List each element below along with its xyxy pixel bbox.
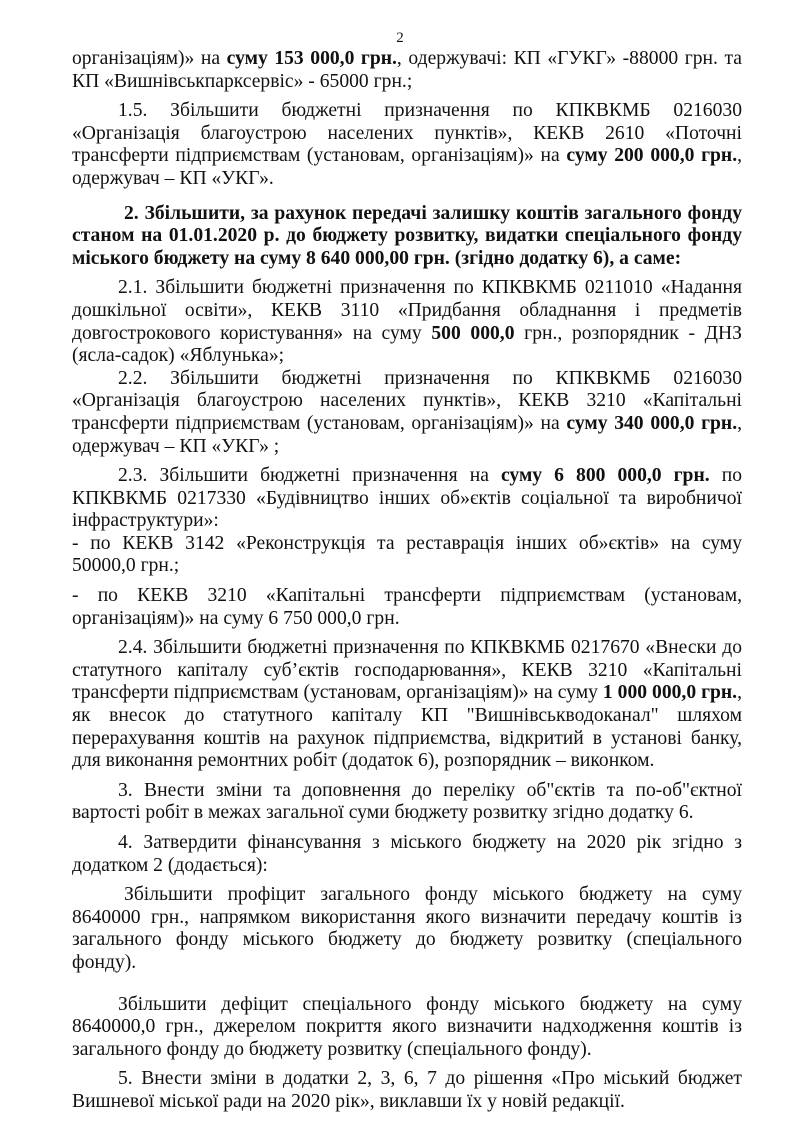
paragraph-4-deficit: Збільшити дефіцит спеціального фонду міського бюджету на суму 8640000,0 грн., джерелом покриття якого визначити надходження коштів із загального фонду до бюджету розвитку (спеціального фонду). [72,993,742,1060]
amount-bold: 500 000,0 [431,322,515,344]
paragraph-2-1 [72,277,742,367]
list-item-kekv-3210: - по КЕКВ 3210 «Капітальні трансферти підприємствам (установам, організаціям)» на суму 6 750 000,0 грн. [72,585,742,629]
text-run: 2.1. Збільшити бюджетні призначення по КПКВКМБ 0211010 «Надання дошкільної освіти», КЕКВ 3110 «Придбання обладнання і предметів довгострокового користування» на суму [72,277,742,344]
paragraph-2-heading [72,203,742,271]
amount-bold: суму 153 000,0 грн. [226,48,397,69]
text-run: 2.3. Збільшити бюджетні призначення на [118,465,501,487]
list-item-kekv-3142: - по КЕКВ 3142 «Реконструкція та реставрація інших об»єктів» на суму 50000,0 грн.; [72,532,742,577]
amount-bold: суму 6 800 000,0 грн. [500,465,710,487]
paragraph-4: 4. Затвердити фінансування з міського бюджету на 2020 рік згідно з додатком 2 (додається): [72,832,742,876]
amount-bold: суму 200 000,0 грн. [566,145,738,167]
text-run: , як внесок до статутного капіталу КП "Вишнівськводоканал" шляхом перерахування коштів на рахунок підприємства, відкритий в установі банку, для виконання ремонтних робіт (додаток 6), розпорядник – виконком. [72,682,742,772]
paragraph-1-5 [72,100,742,190]
text-run: 2.4. Збільшити бюджетні призначення по КПКВКМБ 0217670 «Внески до статутного капіталу суб’єктів господарювання», КЕКВ 3210 «Капітальні трансферти підприємствам (установам, організаціям)» на суму [72,637,742,704]
paragraph-2-2 [72,368,742,458]
text-run: 1.5. Збільшити бюджетні призначення по КПКВКМБ 0216030 «Організація благоустрою населених пунктів», КЕКВ 2610 «Поточні трансферти підприємствам (установам, організаціям)» на [72,100,742,167]
document-body [72,48,742,1114]
text-run: організаціям)» на [72,48,227,69]
text-run: , одержувач – КП «УКГ». [72,145,742,189]
amount-bold: 1 000 000,0 грн. [602,682,738,704]
page-number: 2 [396,30,404,46]
section-heading-bold: 2. Збільшити, за рахунок передачі залишку коштів загального фонду станом на 01.01.2020 р. до бюджету розвитку, видатки спеціального фонду міського бюджету на суму 8 640 000,00 грн. (згідно додатку 6), а саме: [72,202,742,269]
paragraph-3: 3. Внести зміни та доповнення до переліку об"єктів та по-об"єктної вартості робіт в межах загальної суми бюджету розвитку згідно додатку 6. [72,779,742,824]
paragraph-2-3 [72,465,742,533]
text-run: грн., розпорядник - ДНЗ (ясла-садок) «Яблунька»; [72,322,742,367]
text-run: 2.2. Збільшити бюджетні призначення по КПКВКМБ 0216030 «Організація благоустрою населених пунктів», КЕКВ 3210 «Капітальні трансферти підприємствам (установам, організаціям)» на [72,367,742,434]
paragraph-continuation [72,48,742,93]
paragraph-5: 5. Внести зміни в додатки 2, 3, 6, 7 до рішення «Про міський бюджет Вишневої міської ради на 2020 рік», виклавши їх у новій редакції. [72,1068,742,1112]
paragraph-4-surplus: Збільшити профіцит загального фонду міського бюджету на суму 8640000 грн., напрямком використання якого визначити передачу коштів із загального фонду міського бюджету до бюджету розвитку (спеціального фонду). [72,884,742,973]
text-run: , одержувач – КП «УКГ» ; [72,412,742,457]
text-run: по КПКВКМБ 0217330 «Будівництво інших об»єктів соціальної та виробничої інфраструктури»: [72,465,742,532]
amount-bold: суму 340 000,0 грн. [566,412,738,434]
paragraph-2-4 [72,637,742,773]
text-run: , одержувачі: КП «ГУКГ» -88000 грн. та КП «Вишнівськпарксервіс» - 65000 грн.; [72,48,742,92]
